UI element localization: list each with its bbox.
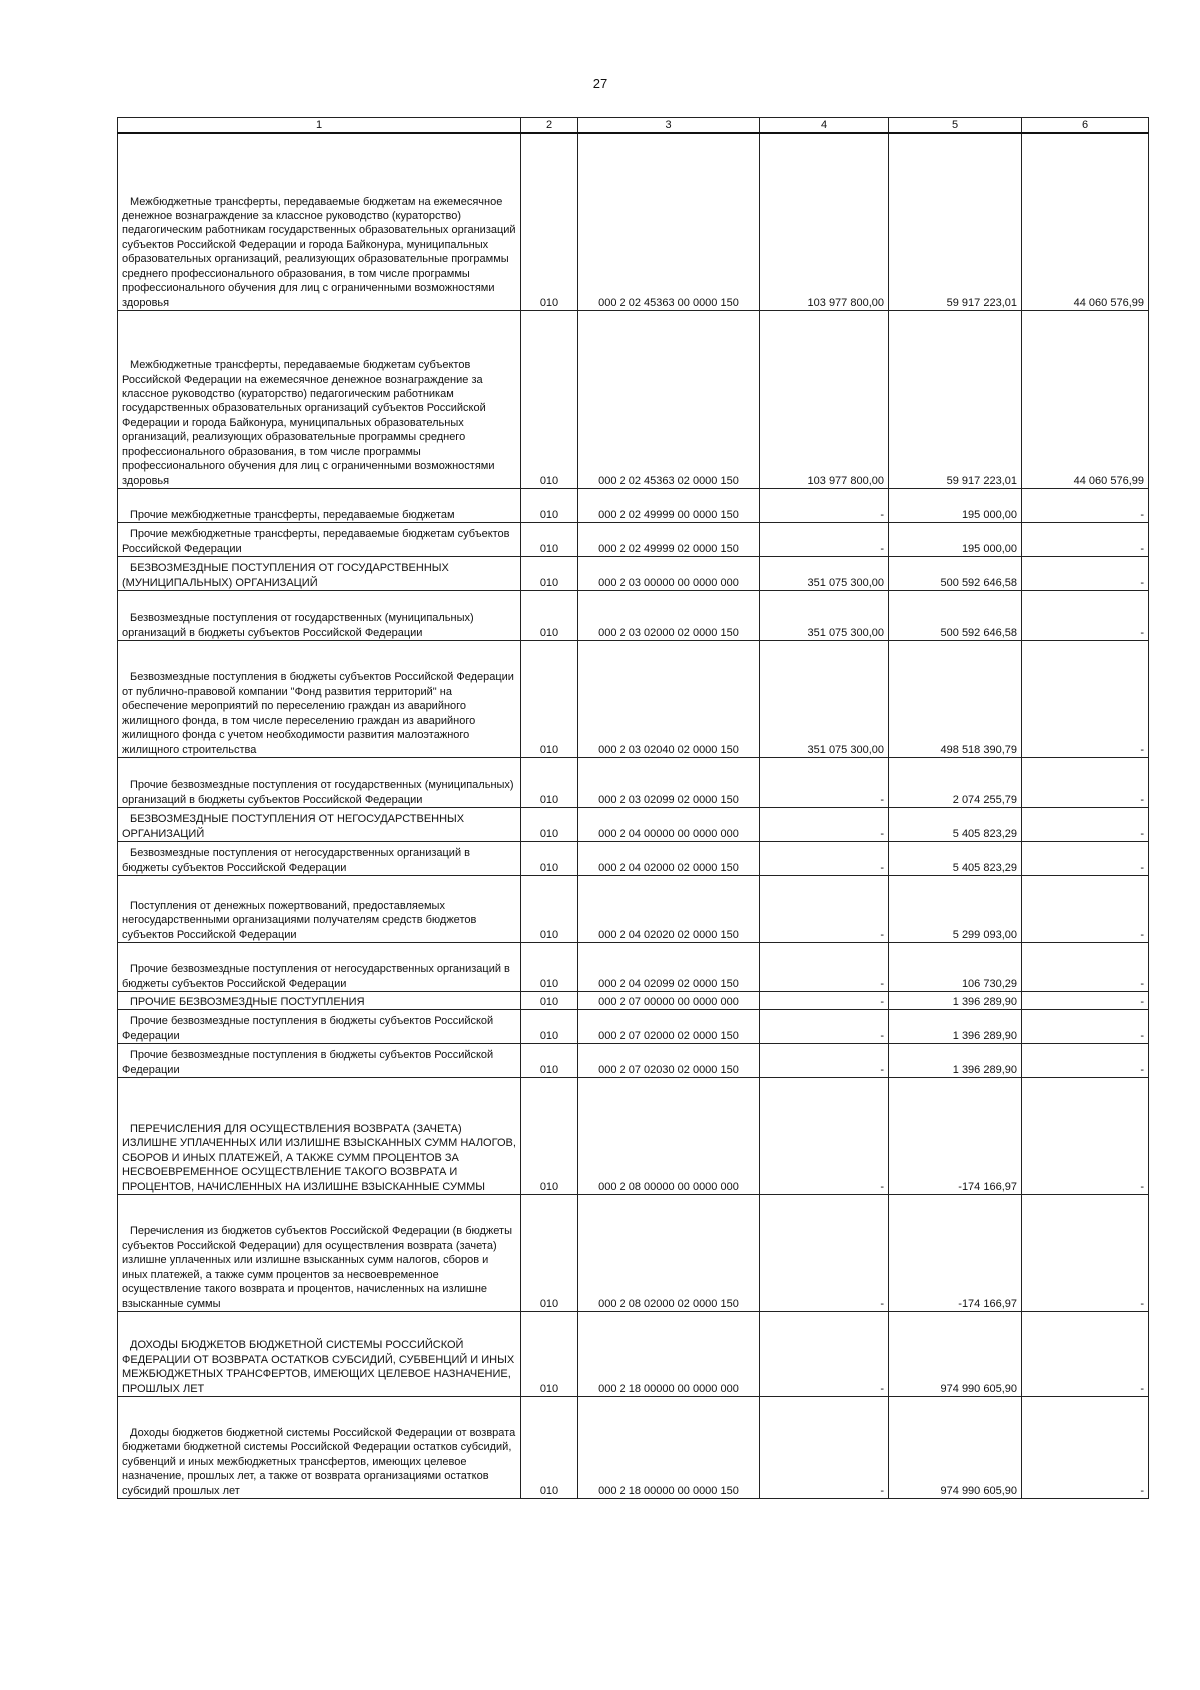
row-approved: - bbox=[760, 757, 889, 807]
row-name: Прочие безвозмездные поступления от негосударственных организаций в бюджеты субъектов Российской Федерации bbox=[118, 942, 521, 991]
row-name: Перечисления из бюджетов субъектов Российской Федерации (в бюджеты субъектов Российской Федерации) для осуществления возврата (зачета) излишне уплаченных или излишне взысканных сумм налогов, сборов и иных платежей, а также сумм процентов за несвоевременное осуществление такого возврата и процентов, начисленных на излишне взысканные суммы bbox=[118, 1194, 521, 1311]
row-approved: 351 075 300,00 bbox=[760, 590, 889, 640]
table-row bbox=[118, 757, 1149, 807]
row-unexecuted: - bbox=[1022, 522, 1149, 556]
row-executed: 500 592 646,58 bbox=[889, 556, 1022, 590]
table-row bbox=[118, 841, 1149, 875]
row-unexecuted: - bbox=[1022, 875, 1149, 942]
column-number-row bbox=[118, 118, 1149, 134]
row-name: ПРОЧИЕ БЕЗВОЗМЕЗДНЫЕ ПОСТУПЛЕНИЯ bbox=[118, 991, 521, 1009]
row-budget-code: 000 2 02 49999 00 0000 150 bbox=[578, 488, 760, 522]
row-approved: - bbox=[760, 522, 889, 556]
row-budget-code: 000 2 04 02099 02 0000 150 bbox=[578, 942, 760, 991]
row-budget-code: 000 2 03 02099 02 0000 150 bbox=[578, 757, 760, 807]
row-budget-code: 000 2 07 00000 00 0000 000 bbox=[578, 991, 760, 1009]
table-row bbox=[118, 942, 1149, 991]
row-approved: 351 075 300,00 bbox=[760, 556, 889, 590]
row-executed: 974 990 605,90 bbox=[889, 1311, 1022, 1396]
row-approved: - bbox=[760, 1043, 889, 1077]
row-budget-code: 000 2 02 45363 00 0000 150 bbox=[578, 133, 760, 310]
column-header: 4 bbox=[760, 118, 889, 134]
row-line-code: 010 bbox=[521, 875, 578, 942]
row-unexecuted: - bbox=[1022, 556, 1149, 590]
row-executed: -174 166,97 bbox=[889, 1077, 1022, 1194]
table-row bbox=[118, 133, 1149, 310]
row-approved: 103 977 800,00 bbox=[760, 133, 889, 310]
table-row bbox=[118, 875, 1149, 942]
row-unexecuted: - bbox=[1022, 488, 1149, 522]
row-budget-code: 000 2 07 02000 02 0000 150 bbox=[578, 1009, 760, 1043]
row-unexecuted: - bbox=[1022, 807, 1149, 841]
row-line-code: 010 bbox=[521, 991, 578, 1009]
row-executed: 5 405 823,29 bbox=[889, 807, 1022, 841]
row-approved: - bbox=[760, 1077, 889, 1194]
row-line-code: 010 bbox=[521, 841, 578, 875]
table-row bbox=[118, 1396, 1149, 1498]
row-line-code: 010 bbox=[521, 556, 578, 590]
row-executed: 59 917 223,01 bbox=[889, 133, 1022, 310]
row-executed: 195 000,00 bbox=[889, 488, 1022, 522]
row-approved: - bbox=[760, 1311, 889, 1396]
row-budget-code: 000 2 02 49999 02 0000 150 bbox=[578, 522, 760, 556]
row-unexecuted: - bbox=[1022, 1009, 1149, 1043]
row-approved: - bbox=[760, 1194, 889, 1311]
row-executed: 498 518 390,79 bbox=[889, 640, 1022, 757]
row-budget-code: 000 2 03 02000 02 0000 150 bbox=[578, 590, 760, 640]
row-name: БЕЗВОЗМЕЗДНЫЕ ПОСТУПЛЕНИЯ ОТ ГОСУДАРСТВЕННЫХ (МУНИЦИПАЛЬНЫХ) ОРГАНИЗАЦИЙ bbox=[118, 556, 521, 590]
row-approved: 351 075 300,00 bbox=[760, 640, 889, 757]
table-row bbox=[118, 488, 1149, 522]
row-line-code: 010 bbox=[521, 133, 578, 310]
column-header: 5 bbox=[889, 118, 1022, 134]
row-line-code: 010 bbox=[521, 640, 578, 757]
row-budget-code: 000 2 04 00000 00 0000 000 bbox=[578, 807, 760, 841]
row-name: Межбюджетные трансферты, передаваемые бюджетам субъектов Российской Федерации на ежемесячное денежное вознаграждение за классное руководство (кураторство) педагогическим работникам государственных образовательных организаций субъектов Российской Федерации и города Байконура, муниципальных образовательных организаций, реализующих образовательные программы среднего профессионального образования, в том числе программы профессионального обучения для лиц с ограниченными возможностями здоровья bbox=[118, 310, 521, 488]
row-line-code: 010 bbox=[521, 488, 578, 522]
row-approved: - bbox=[760, 488, 889, 522]
row-approved: 103 977 800,00 bbox=[760, 310, 889, 488]
row-budget-code: 000 2 18 00000 00 0000 150 bbox=[578, 1396, 760, 1498]
row-budget-code: 000 2 08 00000 00 0000 000 bbox=[578, 1077, 760, 1194]
row-executed: 195 000,00 bbox=[889, 522, 1022, 556]
row-line-code: 010 bbox=[521, 590, 578, 640]
row-name: Межбюджетные трансферты, передаваемые бюджетам на ежемесячное денежное вознаграждение за классное руководство (кураторство) педагогическим работникам государственных образовательных организаций субъектов Российской Федерации и города Байконура, муниципальных образовательных организаций, реализующих образовательные программы среднего профессионального образования, в том числе программы профессионального обучения для лиц с ограниченными возможностями здоровья bbox=[118, 133, 521, 310]
row-executed: 5 405 823,29 bbox=[889, 841, 1022, 875]
row-budget-code: 000 2 02 45363 02 0000 150 bbox=[578, 310, 760, 488]
row-budget-code: 000 2 03 00000 00 0000 000 bbox=[578, 556, 760, 590]
row-name: Безвозмездные поступления от негосударственных организаций в бюджеты субъектов Российской Федерации bbox=[118, 841, 521, 875]
column-header: 2 bbox=[521, 118, 578, 134]
row-name: Прочие безвозмездные поступления в бюджеты субъектов Российской Федерации bbox=[118, 1009, 521, 1043]
row-line-code: 010 bbox=[521, 1043, 578, 1077]
row-approved: - bbox=[760, 942, 889, 991]
row-unexecuted: - bbox=[1022, 1396, 1149, 1498]
row-executed: 1 396 289,90 bbox=[889, 991, 1022, 1009]
row-name: ПЕРЕЧИСЛЕНИЯ ДЛЯ ОСУЩЕСТВЛЕНИЯ ВОЗВРАТА (ЗАЧЕТА) ИЗЛИШНЕ УПЛАЧЕННЫХ ИЛИ ИЗЛИШНЕ ВЗЫСКАННЫХ СУММ НАЛОГОВ, СБОРОВ И ИНЫХ ПЛАТЕЖЕЙ, А ТАКЖЕ СУММ ПРОЦЕНТОВ ЗА НЕСВОЕВРЕМЕННОЕ ОСУЩЕСТВЛЕНИЕ ТАКОГО ВОЗВРАТА И ПРОЦЕНТОВ, НАЧИСЛЕННЫХ НА ИЗЛИШНЕ ВЗЫСКАННЫЕ СУММЫ bbox=[118, 1077, 521, 1194]
row-line-code: 010 bbox=[521, 757, 578, 807]
row-executed: -174 166,97 bbox=[889, 1194, 1022, 1311]
row-name: БЕЗВОЗМЕЗДНЫЕ ПОСТУПЛЕНИЯ ОТ НЕГОСУДАРСТВЕННЫХ ОРГАНИЗАЦИЙ bbox=[118, 807, 521, 841]
row-name: Прочие межбюджетные трансферты, передаваемые бюджетам bbox=[118, 488, 521, 522]
row-line-code: 010 bbox=[521, 1194, 578, 1311]
row-unexecuted: - bbox=[1022, 1043, 1149, 1077]
row-line-code: 010 bbox=[521, 522, 578, 556]
row-line-code: 010 bbox=[521, 807, 578, 841]
row-budget-code: 000 2 04 02000 02 0000 150 bbox=[578, 841, 760, 875]
row-unexecuted: - bbox=[1022, 841, 1149, 875]
row-name: ДОХОДЫ БЮДЖЕТОВ БЮДЖЕТНОЙ СИСТЕМЫ РОССИЙСКОЙ ФЕДЕРАЦИИ ОТ ВОЗВРАТА ОСТАТКОВ СУБСИДИЙ, СУБВЕНЦИЙ И ИНЫХ МЕЖБЮДЖЕТНЫХ ТРАНСФЕРТОВ, ИМЕЮЩИХ ЦЕЛЕВОЕ НАЗНАЧЕНИЕ, ПРОШЛЫХ ЛЕТ bbox=[118, 1311, 521, 1396]
row-line-code: 010 bbox=[521, 310, 578, 488]
row-unexecuted: - bbox=[1022, 1194, 1149, 1311]
row-executed: 974 990 605,90 bbox=[889, 1396, 1022, 1498]
row-line-code: 010 bbox=[521, 1311, 578, 1396]
table-row bbox=[118, 556, 1149, 590]
table-row bbox=[118, 991, 1149, 1009]
row-approved: - bbox=[760, 807, 889, 841]
row-unexecuted: - bbox=[1022, 640, 1149, 757]
column-header: 3 bbox=[578, 118, 760, 134]
row-name: Прочие безвозмездные поступления от государственных (муниципальных) организаций в бюджеты субъектов Российской Федерации bbox=[118, 757, 521, 807]
row-budget-code: 000 2 04 02020 02 0000 150 bbox=[578, 875, 760, 942]
page-number: 27 bbox=[592, 76, 608, 91]
budget-execution-table bbox=[117, 117, 1149, 1499]
row-unexecuted: 44 060 576,99 bbox=[1022, 310, 1149, 488]
row-unexecuted: - bbox=[1022, 1311, 1149, 1396]
row-unexecuted: 44 060 576,99 bbox=[1022, 133, 1149, 310]
row-unexecuted: - bbox=[1022, 991, 1149, 1009]
row-approved: - bbox=[760, 1396, 889, 1498]
row-budget-code: 000 2 18 00000 00 0000 000 bbox=[578, 1311, 760, 1396]
row-unexecuted: - bbox=[1022, 590, 1149, 640]
row-name: Доходы бюджетов бюджетной системы Российской Федерации от возврата бюджетами бюджетной системы Российской Федерации остатков субсидий, субвенций и иных межбюджетных трансфертов, имеющих целевое назначение, прошлых лет, а также от возврата организациями остатков субсидий прошлых лет bbox=[118, 1396, 521, 1498]
table-row bbox=[118, 1077, 1149, 1194]
row-name: Прочие безвозмездные поступления в бюджеты субъектов Российской Федерации bbox=[118, 1043, 521, 1077]
row-line-code: 010 bbox=[521, 1009, 578, 1043]
table-row bbox=[118, 310, 1149, 488]
table-row bbox=[118, 640, 1149, 757]
table-row bbox=[118, 1194, 1149, 1311]
column-header: 1 bbox=[118, 118, 521, 134]
row-executed: 500 592 646,58 bbox=[889, 590, 1022, 640]
row-approved: - bbox=[760, 991, 889, 1009]
row-executed: 5 299 093,00 bbox=[889, 875, 1022, 942]
row-approved: - bbox=[760, 875, 889, 942]
row-name: Прочие межбюджетные трансферты, передаваемые бюджетам субъектов Российской Федерации bbox=[118, 522, 521, 556]
row-executed: 1 396 289,90 bbox=[889, 1043, 1022, 1077]
row-budget-code: 000 2 07 02030 02 0000 150 bbox=[578, 1043, 760, 1077]
row-line-code: 010 bbox=[521, 1396, 578, 1498]
row-executed: 1 396 289,90 bbox=[889, 1009, 1022, 1043]
row-name: Безвозмездные поступления в бюджеты субъектов Российской Федерации от публично-правовой компании "Фонд развития территорий" на обеспечение мероприятий по переселению граждан из аварийного жилищного фонда, в том числе переселению граждан из аварийного жилищного фонда с учетом необходимости развития малоэтажного жилищного строительства bbox=[118, 640, 521, 757]
table-row bbox=[118, 522, 1149, 556]
row-executed: 106 730,29 bbox=[889, 942, 1022, 991]
row-unexecuted: - bbox=[1022, 942, 1149, 991]
row-approved: - bbox=[760, 1009, 889, 1043]
table-row bbox=[118, 1043, 1149, 1077]
row-unexecuted: - bbox=[1022, 1077, 1149, 1194]
row-name: Безвозмездные поступления от государственных (муниципальных) организаций в бюджеты субъектов Российской Федерации bbox=[118, 590, 521, 640]
row-budget-code: 000 2 03 02040 02 0000 150 bbox=[578, 640, 760, 757]
row-unexecuted: - bbox=[1022, 757, 1149, 807]
row-line-code: 010 bbox=[521, 942, 578, 991]
table-row bbox=[118, 807, 1149, 841]
row-approved: - bbox=[760, 841, 889, 875]
table-row bbox=[118, 1311, 1149, 1396]
row-line-code: 010 bbox=[521, 1077, 578, 1194]
table-row bbox=[118, 590, 1149, 640]
row-name: Поступления от денежных пожертвований, предоставляемых негосударственными организациями получателям средств бюджетов субъектов Российской Федерации bbox=[118, 875, 521, 942]
row-executed: 59 917 223,01 bbox=[889, 310, 1022, 488]
table-row bbox=[118, 1009, 1149, 1043]
row-executed: 2 074 255,79 bbox=[889, 757, 1022, 807]
column-header: 6 bbox=[1022, 118, 1149, 134]
row-budget-code: 000 2 08 02000 02 0000 150 bbox=[578, 1194, 760, 1311]
